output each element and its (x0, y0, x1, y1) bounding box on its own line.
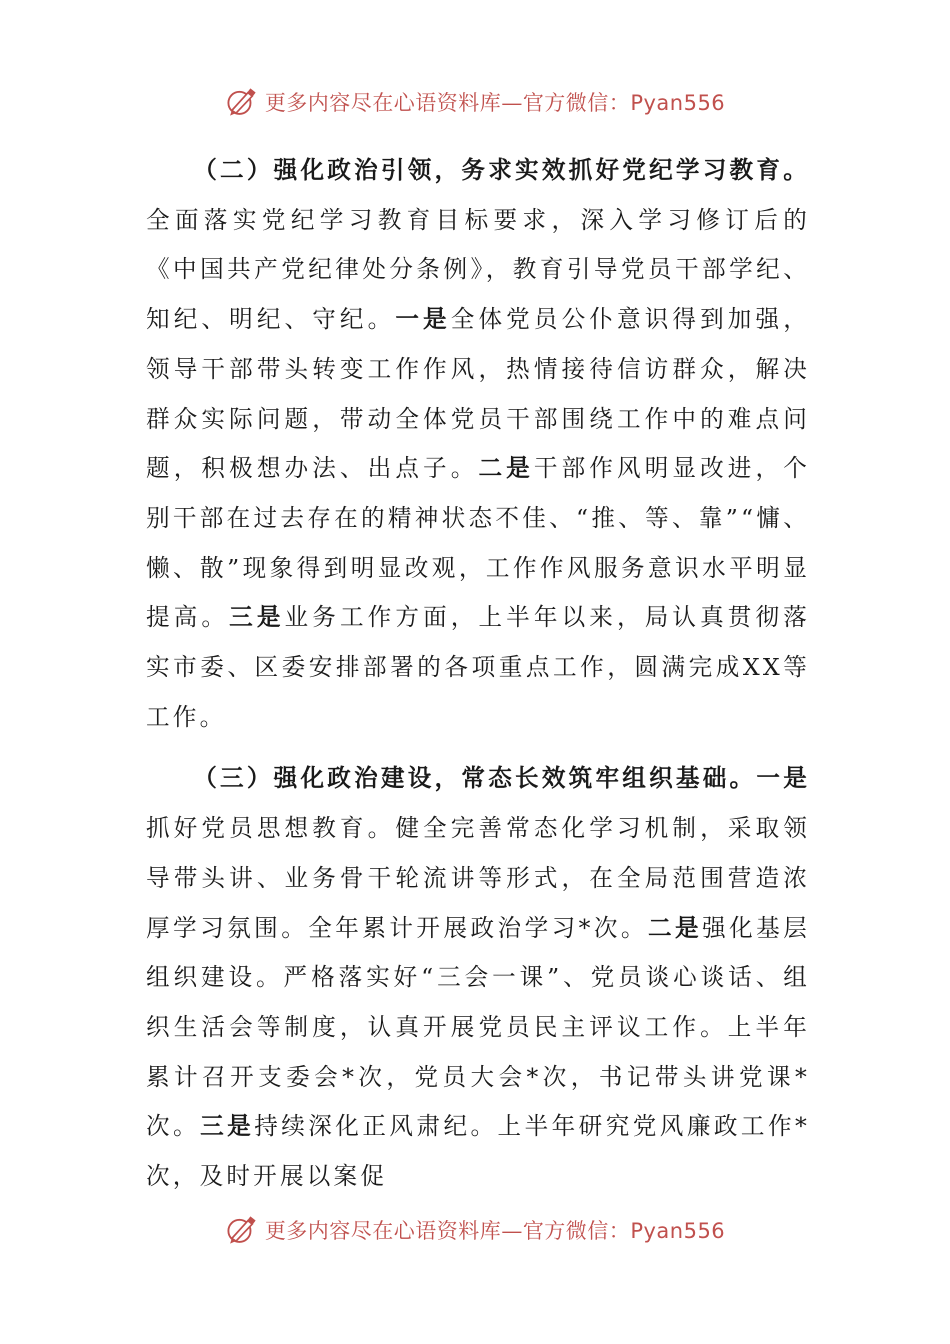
banner-main-text: 更多内容尽在心语资料库 (264, 1219, 502, 1243)
banner-wechat-label: 官方微信： (522, 91, 631, 115)
banner-dash: — (501, 1219, 523, 1243)
point-marker: 二是 (478, 454, 534, 483)
pen-logo-icon (225, 1213, 259, 1247)
banner-wechat-id: Pyan556 (630, 1219, 726, 1243)
footer-banner (0, 1210, 950, 1250)
banner-main-text: 更多内容尽在心语资料库 (264, 91, 502, 115)
banner-wechat-id: Pyan556 (630, 91, 726, 115)
paragraph-text: 持续深化正风肃纪。上半年研究党风廉政工作*次，及时开展以案促 (146, 1112, 811, 1191)
pen-logo-icon (225, 85, 259, 119)
paragraph-text: 抓好党员思想教育。健全完善常态化学习机制，采取领导带头讲、业务骨干轮流讲等形式，在全局范围营造浓厚学习氛围。全年累计开展政治学习*次。 (146, 814, 810, 942)
point-marker: 一是 (395, 305, 451, 334)
banner-text (265, 1215, 725, 1245)
paragraph-text: 强化基层组织建设。严格落实好“三会一课”、党员谈心谈话、组织生活会等制度，认真开展党员民主评议工作。上半年累计召开支委会*次，党员大会*次，书记带头讲党课*次。 (146, 913, 810, 1141)
section-heading: （二）强化政治引领，务求实效抓好党纪学习教育。 (193, 156, 810, 184)
paragraph-2 (146, 146, 810, 742)
paragraph-3 (146, 754, 810, 1201)
banner-wechat-label: 官方微信： (522, 1219, 631, 1243)
point-marker: 一是 (756, 764, 811, 793)
paragraph-text: 全体党员公仆意识得到加强，领导干部带头转变工作作风，热情接待信访群众，解决群众实际问题，带动全体党员干部围绕工作中的难点问题，积极想办法、出点子。 (146, 305, 810, 483)
paragraph-text: 业务工作方面，上半年以来，局认真贯彻落实市委、区委安排部署的各项重点工作，圆满完成XX等工作。 (146, 603, 810, 731)
header-banner (0, 82, 950, 122)
section-heading: （三）强化政治建设，常态长效筑牢组织基础。 (193, 764, 757, 793)
banner-text (265, 87, 725, 117)
point-marker: 三是 (200, 1112, 255, 1141)
point-marker: 三是 (229, 603, 285, 632)
paragraph-text: 干部作风明显改进，个别干部在过去存在的精神状态不佳、“推、等、靠”“慵、懒、散”现象得到明显改观，工作作风服务意识水平明显提高。 (146, 454, 811, 632)
banner-dash: — (501, 91, 523, 115)
document-body (146, 146, 810, 1202)
paragraph-text: 全面落实党纪学习教育目标要求，深入学习修订后的《中国共产党纪律处分条例》，教育引导党员干部学纪、知纪、明纪、守纪。 (146, 205, 810, 334)
point-marker: 二是 (647, 913, 703, 942)
